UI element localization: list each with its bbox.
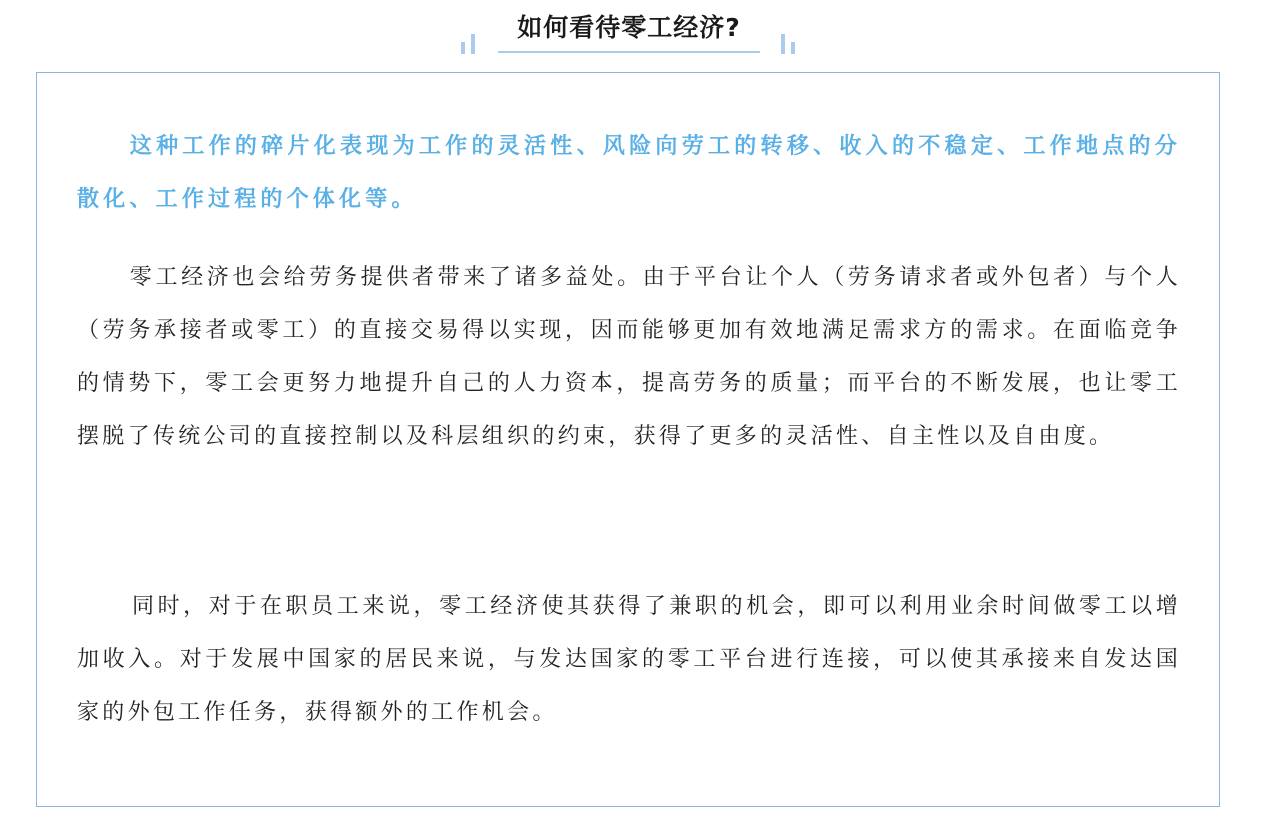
bar-short bbox=[791, 42, 795, 54]
body-paragraph-opportunities: 同时，对于在职员工来说，零工经济使其获得了兼职的机会，即可以利用业余时间做零工以增加收入。对于发展中国家的居民来说，与发达国家的零工平台进行连接，可以使其承接来自发达国家的外包工作任务，获得额外的工作机会。 bbox=[77, 594, 1181, 725]
content-box bbox=[36, 72, 1220, 807]
highlight-paragraph: 这种工作的碎片化表现为工作的灵活性、风险向劳工的转移、收入的不稳定、工作地点的分散化、工作过程的个体化等。 bbox=[77, 134, 1181, 212]
bar-tall bbox=[781, 34, 785, 54]
decorative-bars-right bbox=[778, 32, 800, 54]
page-title: 如何看待零工经济? bbox=[517, 13, 741, 42]
section-header bbox=[0, 0, 1261, 72]
bar-tall bbox=[471, 34, 475, 54]
title-underline bbox=[498, 51, 760, 53]
body-paragraph-benefits: 零工经济也会给劳务提供者带来了诸多益处。由于平台让个人（劳务请求者或外包者）与个人（劳务承接者或零工）的直接交易得以实现，因而能够更加有效地满足需求方的需求。在面临竞争的情势下，零工会更努力地提升自己的人力资本，提高劳务的质量；而平台的不断发展，也让零工摆脱了传统公司的直接控制以及科层组织的约束，获得了更多的灵活性、自主性以及自由度。 bbox=[77, 265, 1181, 449]
decorative-bars-left bbox=[458, 32, 480, 54]
bar-short bbox=[461, 42, 465, 54]
